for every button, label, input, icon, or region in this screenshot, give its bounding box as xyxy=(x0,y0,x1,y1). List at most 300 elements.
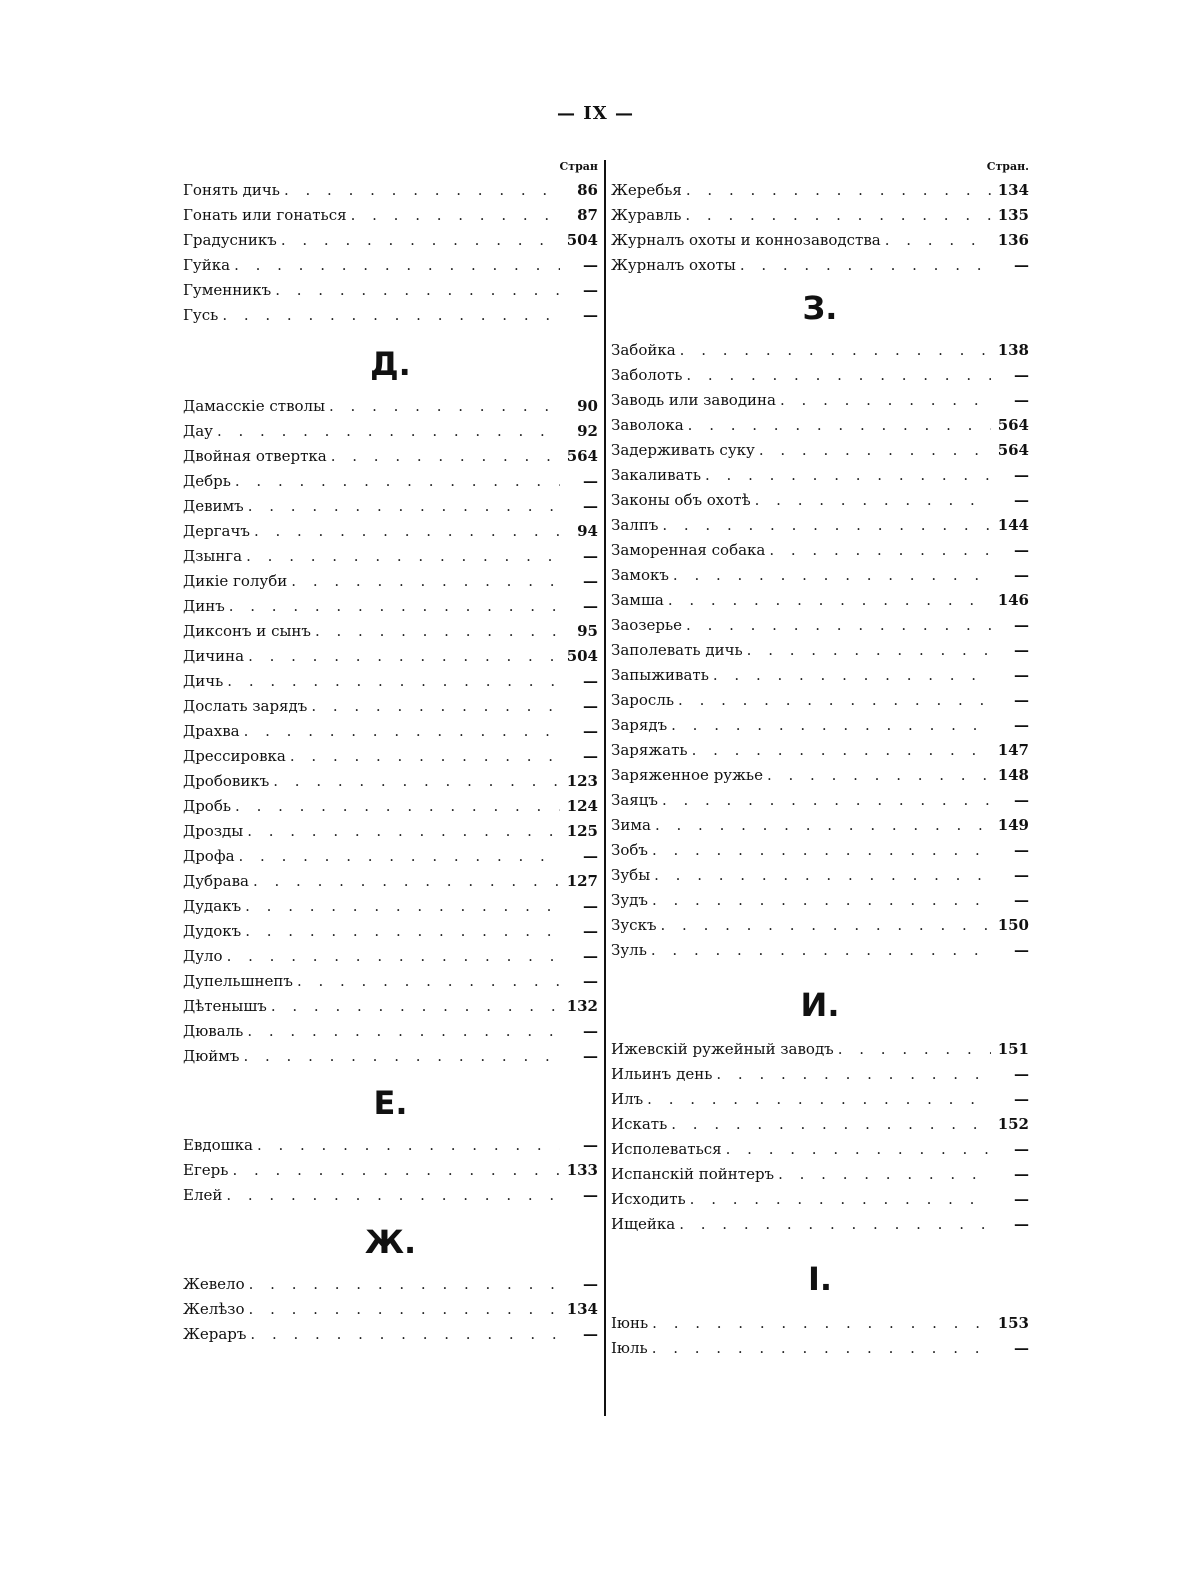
index-entry xyxy=(611,738,1029,763)
dot-leader xyxy=(679,1212,991,1237)
dot-leader xyxy=(248,494,560,519)
index-entry xyxy=(611,638,1029,663)
entry-term: Ижевскій ружейный заводъ xyxy=(611,1040,834,1058)
entry-page-number: 124 xyxy=(566,797,598,815)
dot-leader xyxy=(713,663,991,688)
entry-page-number: — xyxy=(583,572,598,590)
index-entry xyxy=(611,203,1029,228)
index-entry xyxy=(183,919,598,944)
index-entry xyxy=(183,1133,598,1158)
entry-term: Дюймъ xyxy=(183,1047,240,1065)
entry-term: Ильинъ день xyxy=(611,1065,713,1083)
entry-page-number: 92 xyxy=(577,422,598,440)
dot-leader xyxy=(311,694,560,719)
dot-leader xyxy=(227,669,560,694)
entry-term: Исходить xyxy=(611,1190,686,1208)
dot-leader xyxy=(652,1311,991,1336)
entry-term: Дудакъ xyxy=(183,897,242,915)
entry-page-number: 134 xyxy=(997,181,1029,199)
dot-leader xyxy=(315,619,560,644)
entry-page-number: — xyxy=(1014,716,1029,734)
entry-page-number: — xyxy=(583,1136,598,1154)
entry-page-number: — xyxy=(1014,1165,1029,1183)
entry-term: Заряжать xyxy=(611,741,688,759)
entry-term: Елей xyxy=(183,1186,223,1204)
entry-page-number: 135 xyxy=(997,206,1029,224)
entry-page-number: — xyxy=(583,922,598,940)
entry-term: Зарядъ xyxy=(611,716,668,734)
entry-term: Ищейка xyxy=(611,1215,676,1233)
dot-leader xyxy=(686,178,991,203)
dot-leader xyxy=(232,1158,560,1183)
index-entry xyxy=(183,394,598,419)
dot-leader xyxy=(246,544,560,569)
dot-leader xyxy=(217,419,560,444)
entry-term: Заполевать дичь xyxy=(611,641,743,659)
dot-leader xyxy=(726,1137,991,1162)
dot-leader xyxy=(249,1272,560,1297)
index-entry xyxy=(611,178,1029,203)
dot-leader xyxy=(227,944,560,969)
index-entry xyxy=(183,969,598,994)
index-entry xyxy=(183,278,598,303)
entry-term: Задерживать суку xyxy=(611,441,755,459)
dot-leader xyxy=(243,1044,560,1069)
entry-term: Диксонъ и сынъ xyxy=(183,622,311,640)
entry-page-number: — xyxy=(1014,466,1029,484)
dot-leader xyxy=(668,588,991,613)
entry-page-number: 87 xyxy=(577,206,598,224)
index-entry xyxy=(611,863,1029,888)
index-entry xyxy=(611,1212,1029,1237)
entry-term: Залпъ xyxy=(611,516,659,534)
entry-term: Замша xyxy=(611,591,664,609)
entry-page-number: — xyxy=(1014,1140,1029,1158)
entry-page-number: 134 xyxy=(566,1300,598,1318)
entry-page-number: 148 xyxy=(997,766,1029,784)
section-letter-heading: И. xyxy=(800,986,840,1024)
dot-leader xyxy=(647,1087,991,1112)
dot-leader xyxy=(740,253,991,278)
index-entry xyxy=(611,688,1029,713)
dot-leader xyxy=(662,788,991,813)
dot-leader xyxy=(755,488,991,513)
index-entry xyxy=(611,888,1029,913)
entry-term: Жевело xyxy=(183,1275,245,1293)
section-letter-heading: Д. xyxy=(370,345,411,383)
dot-leader xyxy=(291,569,560,594)
entry-page-number: — xyxy=(583,547,598,565)
dot-leader xyxy=(249,1297,560,1322)
index-entry xyxy=(183,419,598,444)
index-entry xyxy=(611,938,1029,963)
dot-leader xyxy=(885,228,991,253)
entry-term: Закаливать xyxy=(611,466,701,484)
index-entry xyxy=(611,913,1029,938)
index-entry xyxy=(611,488,1029,513)
index-entry xyxy=(183,894,598,919)
entry-page-number: 150 xyxy=(997,916,1029,934)
dot-leader xyxy=(651,938,991,963)
entry-term: Дзынга xyxy=(183,547,243,565)
right-index-blocks xyxy=(611,178,1029,1361)
dot-leader xyxy=(688,413,991,438)
entry-term: Жераръ xyxy=(183,1325,247,1343)
entry-page-number: — xyxy=(1014,866,1029,884)
entry-term: Егерь xyxy=(183,1161,229,1179)
dot-leader xyxy=(250,1322,560,1347)
entry-term: Гонать или гонаться xyxy=(183,206,347,224)
dot-leader xyxy=(769,538,991,563)
index-entry xyxy=(611,838,1029,863)
entry-page-number: — xyxy=(1014,666,1029,684)
index-entry xyxy=(183,594,598,619)
index-entry xyxy=(183,869,598,894)
entry-page-number: — xyxy=(1014,1090,1029,1108)
entry-term: Дубрава xyxy=(183,872,249,890)
dot-leader xyxy=(247,1019,560,1044)
entry-term: Запыживать xyxy=(611,666,709,684)
entry-term: Іюль xyxy=(611,1339,648,1357)
index-entry xyxy=(611,1062,1029,1087)
entry-page-number: — xyxy=(583,897,598,915)
entry-page-number: 504 xyxy=(566,231,598,249)
entry-page-number: — xyxy=(583,722,598,740)
entry-page-number: 564 xyxy=(566,447,598,465)
entry-page-number: — xyxy=(1014,641,1029,659)
page-number: — IX — xyxy=(557,103,634,124)
entry-page-number: — xyxy=(583,256,598,274)
dot-leader xyxy=(245,894,560,919)
index-entry xyxy=(611,388,1029,413)
entry-term: Жеребья xyxy=(611,181,682,199)
index-entry xyxy=(611,563,1029,588)
right-column xyxy=(611,160,1029,1361)
dot-leader xyxy=(685,203,991,228)
entry-term: Заболоть xyxy=(611,366,683,384)
entry-term: Зубы xyxy=(611,866,651,884)
entry-term: Евдошка xyxy=(183,1136,253,1154)
index-entry xyxy=(183,1044,598,1069)
index-entry xyxy=(183,519,598,544)
dot-leader xyxy=(671,713,991,738)
entry-term: Драхва xyxy=(183,722,240,740)
index-entry xyxy=(183,844,598,869)
dot-leader xyxy=(226,1183,560,1208)
index-entry xyxy=(611,588,1029,613)
index-entry xyxy=(183,178,598,203)
entry-page-number: 147 xyxy=(997,741,1029,759)
entry-page-number: — xyxy=(583,1275,598,1293)
entry-term: Гусь xyxy=(183,306,219,324)
dot-leader xyxy=(686,363,991,388)
entry-term: Заводь или заводина xyxy=(611,391,776,409)
dot-leader xyxy=(655,813,991,838)
index-entry xyxy=(183,694,598,719)
entry-term: Дамасскіе стволы xyxy=(183,397,326,415)
dot-leader xyxy=(767,763,991,788)
entry-page-number: 146 xyxy=(997,591,1029,609)
dot-leader xyxy=(331,444,560,469)
section-letter-heading: Ж. xyxy=(364,1223,417,1261)
page-column-header: Стран. xyxy=(986,160,1029,173)
entry-term: Гонять дичь xyxy=(183,181,280,199)
dot-leader xyxy=(652,838,991,863)
entry-term: Илъ xyxy=(611,1090,644,1108)
entry-page-number: — xyxy=(583,697,598,715)
dot-leader xyxy=(244,719,560,744)
entry-page-number: — xyxy=(1014,1215,1029,1233)
entry-page-number: 123 xyxy=(566,772,598,790)
dot-leader xyxy=(253,869,560,894)
entry-page-number: — xyxy=(1014,691,1029,709)
index-entry xyxy=(183,1322,598,1347)
entry-page-number: — xyxy=(583,847,598,865)
entry-page-number: 94 xyxy=(577,522,598,540)
entry-page-number: — xyxy=(1014,891,1029,909)
index-entry xyxy=(611,813,1029,838)
dot-leader xyxy=(780,388,991,413)
index-entry xyxy=(611,228,1029,253)
entry-term: Искать xyxy=(611,1115,668,1133)
entry-page-number: 95 xyxy=(577,622,598,640)
entry-term: Динъ xyxy=(183,597,225,615)
index-entry xyxy=(611,538,1029,563)
entry-page-number: 132 xyxy=(566,997,598,1015)
column-divider xyxy=(604,160,606,1416)
index-entry xyxy=(183,619,598,644)
index-entry xyxy=(183,794,598,819)
index-entry xyxy=(611,253,1029,278)
entry-term: Дуло xyxy=(183,947,223,965)
index-entry xyxy=(611,613,1029,638)
entry-term: Заволока xyxy=(611,416,684,434)
dot-leader xyxy=(838,1037,991,1062)
entry-page-number: — xyxy=(1014,491,1029,509)
entry-term: Законы объ охотѣ xyxy=(611,491,751,509)
index-entry xyxy=(611,1336,1029,1361)
entry-page-number: — xyxy=(1014,391,1029,409)
dot-leader xyxy=(248,644,560,669)
entry-term: Дичина xyxy=(183,647,245,665)
entry-term: Журналъ охоты xyxy=(611,256,736,274)
index-entry xyxy=(611,1037,1029,1062)
index-entry xyxy=(183,544,598,569)
dot-leader xyxy=(254,519,560,544)
dot-leader xyxy=(678,688,991,713)
dot-leader xyxy=(281,228,560,253)
dot-leader xyxy=(271,994,560,1019)
entry-page-number: — xyxy=(583,306,598,324)
entry-page-number: — xyxy=(583,947,598,965)
dot-leader xyxy=(273,769,560,794)
index-entry xyxy=(611,1187,1029,1212)
entry-term: Заросль xyxy=(611,691,675,709)
entry-term: Дюваль xyxy=(183,1022,244,1040)
entry-page-number: 144 xyxy=(997,516,1029,534)
entry-page-number: — xyxy=(583,472,598,490)
index-entry xyxy=(611,788,1029,813)
entry-page-number: — xyxy=(1014,791,1029,809)
entry-page-number: — xyxy=(583,1325,598,1343)
index-entry xyxy=(611,413,1029,438)
entry-term: Исполеваться xyxy=(611,1140,722,1158)
index-entry xyxy=(611,438,1029,463)
index-entry xyxy=(183,994,598,1019)
entry-page-number: — xyxy=(1014,541,1029,559)
left-column xyxy=(183,160,598,1347)
entry-term: Дау xyxy=(183,422,213,440)
entry-page-number: 153 xyxy=(997,1314,1029,1332)
index-entry xyxy=(183,1297,598,1322)
index-entry xyxy=(183,494,598,519)
entry-term: Зускъ xyxy=(611,916,657,934)
entry-page-number: — xyxy=(1014,366,1029,384)
entry-page-number: 136 xyxy=(997,231,1029,249)
dot-leader xyxy=(673,563,991,588)
section-letter-heading: І. xyxy=(807,1260,833,1298)
index-entry xyxy=(183,253,598,278)
entry-page-number: — xyxy=(583,281,598,299)
dot-leader xyxy=(329,394,560,419)
entry-page-number: 127 xyxy=(566,872,598,890)
index-entry xyxy=(183,644,598,669)
entry-term: Іюнь xyxy=(611,1314,649,1332)
dot-leader xyxy=(222,303,560,328)
entry-page-number: — xyxy=(1014,1190,1029,1208)
entry-term: Заозерье xyxy=(611,616,683,634)
dot-leader xyxy=(245,919,560,944)
index-entry xyxy=(183,1272,598,1297)
index-entry xyxy=(183,203,598,228)
index-entry xyxy=(611,1311,1029,1336)
entry-page-number: — xyxy=(583,1186,598,1204)
index-entry xyxy=(183,744,598,769)
dot-leader xyxy=(778,1162,991,1187)
index-entry xyxy=(183,819,598,844)
entry-term: Дичь xyxy=(183,672,224,690)
index-entry xyxy=(183,719,598,744)
index-entry xyxy=(183,1183,598,1208)
entry-page-number: — xyxy=(1014,616,1029,634)
dot-leader xyxy=(297,969,560,994)
dot-leader xyxy=(239,844,560,869)
entry-term: Испанскій пойнтеръ xyxy=(611,1165,775,1183)
index-entry xyxy=(611,763,1029,788)
index-entry xyxy=(183,469,598,494)
entry-term: Зима xyxy=(611,816,651,834)
index-entry xyxy=(611,663,1029,688)
page-column-header: Стран xyxy=(559,160,598,173)
dot-leader xyxy=(234,253,560,278)
dot-leader xyxy=(654,863,991,888)
left-index-blocks xyxy=(183,178,598,1347)
entry-term: Дѣтенышъ xyxy=(183,997,267,1015)
index-entry xyxy=(183,569,598,594)
index-entry xyxy=(611,1162,1029,1187)
entry-term: Желѣзо xyxy=(183,1300,245,1318)
entry-page-number: 564 xyxy=(997,416,1029,434)
index-entry xyxy=(611,363,1029,388)
entry-page-number: — xyxy=(1014,841,1029,859)
dot-leader xyxy=(686,613,991,638)
entry-page-number: — xyxy=(1014,566,1029,584)
entry-page-number: — xyxy=(1014,256,1029,274)
dot-leader xyxy=(247,819,560,844)
index-entry xyxy=(183,228,598,253)
entry-page-number: — xyxy=(583,597,598,615)
index-entry xyxy=(183,1019,598,1044)
entry-page-number: 149 xyxy=(997,816,1029,834)
dot-leader xyxy=(257,1133,560,1158)
entry-term: Дрофа xyxy=(183,847,235,865)
entry-page-number: 86 xyxy=(577,181,598,199)
index-entry xyxy=(183,444,598,469)
dot-leader xyxy=(690,1187,991,1212)
entry-term: Дрозды xyxy=(183,822,244,840)
entry-term: Гуйка xyxy=(183,256,231,274)
dot-leader xyxy=(662,513,991,538)
dot-leader xyxy=(692,738,991,763)
index-entry xyxy=(183,769,598,794)
dot-leader xyxy=(275,278,560,303)
dot-leader xyxy=(652,888,991,913)
entry-page-number: 564 xyxy=(997,441,1029,459)
entry-term: Дикіе голуби xyxy=(183,572,288,590)
index-entry xyxy=(183,303,598,328)
entry-page-number: 90 xyxy=(577,397,598,415)
dot-leader xyxy=(235,794,560,819)
dot-leader xyxy=(229,594,560,619)
section-letter-heading: З. xyxy=(802,289,838,327)
dot-leader xyxy=(290,744,560,769)
entry-page-number: — xyxy=(583,1022,598,1040)
index-entry xyxy=(611,1137,1029,1162)
entry-page-number: — xyxy=(583,972,598,990)
entry-term: Гуменникъ xyxy=(183,281,272,299)
entry-page-number: 125 xyxy=(566,822,598,840)
dot-leader xyxy=(747,638,991,663)
index-entry xyxy=(611,513,1029,538)
entry-page-number: 138 xyxy=(997,341,1029,359)
dot-leader xyxy=(680,338,991,363)
dot-leader xyxy=(759,438,991,463)
section-letter-heading: Е. xyxy=(373,1084,408,1122)
dot-leader xyxy=(661,913,992,938)
entry-page-number: 504 xyxy=(566,647,598,665)
entry-page-number: — xyxy=(1014,1339,1029,1357)
dot-leader xyxy=(235,469,560,494)
entry-page-number: — xyxy=(583,497,598,515)
index-entry xyxy=(611,463,1029,488)
entry-term: Дупельшнепъ xyxy=(183,972,293,990)
entry-term: Зуль xyxy=(611,941,647,959)
index-entry xyxy=(611,713,1029,738)
entry-page-number: — xyxy=(1014,1065,1029,1083)
entry-term: Дробовикъ xyxy=(183,772,270,790)
index-entry xyxy=(183,669,598,694)
dot-leader xyxy=(652,1336,991,1361)
entry-page-number: 133 xyxy=(566,1161,598,1179)
entry-page-number: 152 xyxy=(997,1115,1029,1133)
dot-leader xyxy=(351,203,560,228)
entry-term: Дергачъ xyxy=(183,522,250,540)
entry-page-number: — xyxy=(583,672,598,690)
entry-term: Двойная отвертка xyxy=(183,447,327,465)
entry-term: Заморенная собака xyxy=(611,541,766,559)
index-entry xyxy=(183,1158,598,1183)
entry-term: Забойка xyxy=(611,341,676,359)
